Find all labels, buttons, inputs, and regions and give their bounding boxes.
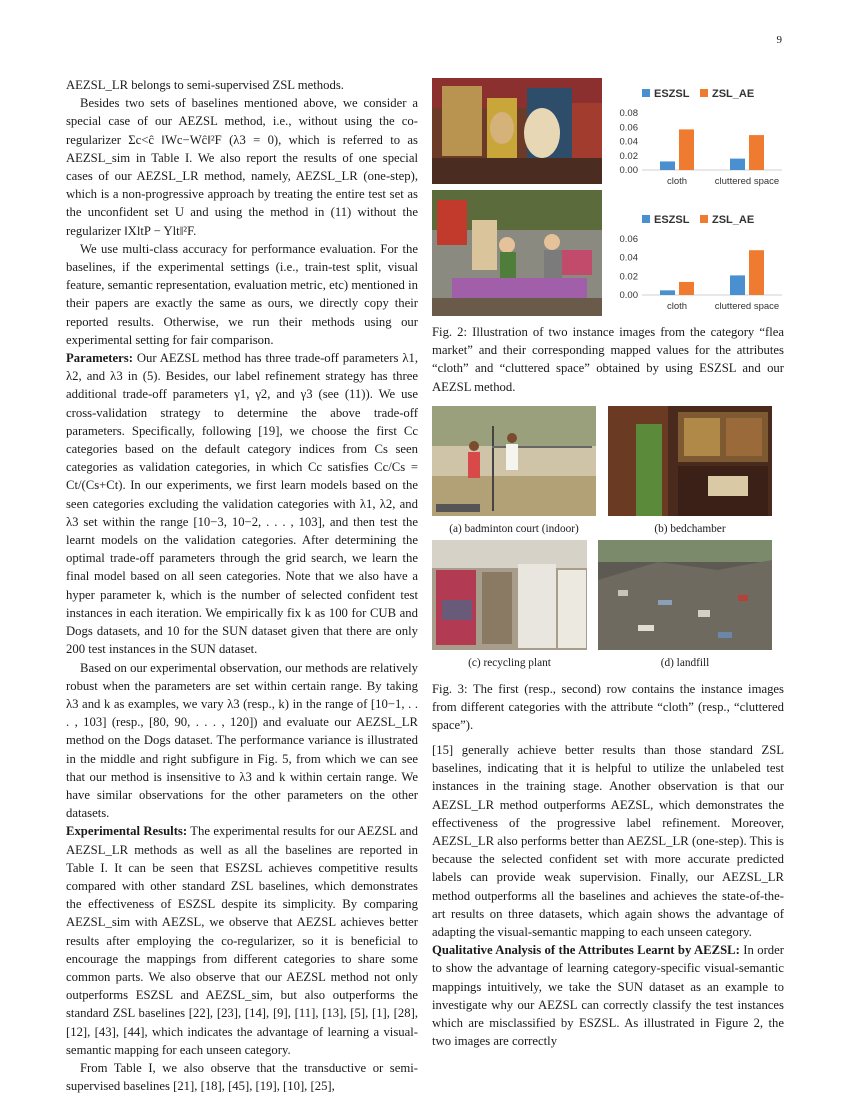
badminton-court-image: [432, 406, 596, 516]
para-intro: AEZSL_LR belongs to semi-supervised ZSL methods.: [66, 78, 344, 92]
para-robustness: Based on our experimental observation, our methods are relatively robust when the parameters are set within certain range. By taking λ3 and k as examples, we vary λ3 (resp., k) in the range of [10−1, . . . , 103] (resp., [80, 90, . . . , 120]) and evaluate our AEZSL_LR method on the Dogs dataset. The performance variance is illustrated in the middle and right subfigure in Fig. 5, from which we can see that our method is insensitive to λ3 and k within certain range. We have similar observations for the other parameters on the other datasets.: [66, 660, 418, 821]
bar-eszsl-1: [730, 159, 745, 170]
xtick-label-1: cluttered space: [714, 176, 780, 187]
legend-swatch-0: [642, 89, 650, 97]
ytick-label-4: 0.08: [619, 108, 638, 119]
ytick-label-3: 0.06: [619, 122, 638, 134]
fig3-sub-b: (b) bedchamber: [654, 523, 726, 535]
ytick-label-2: 0.04: [619, 136, 638, 148]
xtick-label-1: cluttered space: [714, 301, 780, 312]
xtick-label-0: cloth: [666, 301, 688, 312]
flea-market-image-2: [432, 190, 602, 316]
ytick-label-0: 0.00: [619, 165, 638, 176]
para-evaluation: We use multi-class accuracy for performance evaluation. For the baselines, if the experimental settings (i.e., train-test split, visual feature, semantic representation, evaluation metric, etc) mentioned in their papers are exactly the same as ours, we directly copy their reported results. Otherwise, we run their methods using our experimental setting for fair comparison.: [66, 241, 418, 347]
fig2-chart-top: [606, 84, 786, 194]
ytick-label-0: 0.00: [619, 290, 638, 301]
fig3-sub-d: (d) landfill: [660, 657, 710, 669]
legend-swatch-1: [700, 215, 708, 223]
text-parameters: Our AEZSL method has three trade-off parameters λ1, λ2, and λ3 in (5). Besides, our label refinement strategy has three additional trade-off parameters γ1, γ2, and γ3 (see (11)). We use cross-validation strategy to determine the above trade-off parameters. Specifically, following [19], we choose the first Cc categories based on the default category indices from Cs seen categories as validation categories, in which Cc satisfies Cc/Cs = Ct/(Cs+Ct). In our experiments, we first learn models based on the seen categories excluding the validation categories with λ1, λ2, and λ3 set within the range [10−3, 10−2, . . . , 103], and then test the learnt models on the validation categories. After determining the optimal trade-off parameters through the grid search, we learn the final model based on all seen categories. Note that we also have a hyper parameter k, which is the number of selected confident test instances in each iteration. We empirically fix k as 100 for CUB and Dogs datasets, and 10 for the SUN dataset given that there are only 200 test instances in the SUN dataset.: [66, 351, 418, 657]
ytick-label-1: 0.02: [619, 150, 638, 162]
fig3-photo-c: [432, 540, 587, 650]
fig2-chart-bottom: [606, 210, 786, 318]
chart1-legend: [642, 88, 754, 100]
fig2-photo-top: [432, 78, 602, 184]
chart2-legend: [642, 214, 754, 226]
heading-results: Experimental Results:: [66, 824, 188, 839]
bar-eszsl-0: [660, 161, 675, 170]
legend-label-1: ZSL_AE: [712, 214, 755, 226]
bar-zsl_ae-1: [749, 135, 764, 170]
text-results: The experimental results for our AEZSL and AEZSL_LR methods as well as all the baselines are reported in Table I. It can be seen that ESZSL achieves competitive results compared with other standard ZSL baselines, which demonstrates the effectiveness of ESZSL despite its simplicity. By comparing AEZSL_sim with AEZSL, we observe that AEZSL achieves better results after employing the co-regularizer, so it is beneficial to encourage the mappings from different categories to share some common parts. We also observe that our AEZSL method not only outperforms ESZSL and AEZSL_sim, but also outperforms the standard ZSL baselines [22], [23], [14], [9], [11], [13], [5], [1], [28], [12], [43], [44], which indicates the advantage of learning a visual-semantic mapping for each unseen category.: [66, 824, 418, 1057]
heading-qualitative: Qualitative Analysis of the Attributes Learnt by AEZSL:: [432, 943, 740, 958]
fig3-caption: Fig. 3: The first (resp., second) row contains the instance images from different categories with the attribute “cloth” (resp., “cluttered space”).: [432, 682, 784, 733]
recycling-plant-image: [432, 540, 587, 650]
ytick-label-1: 0.02: [619, 271, 638, 283]
fig3-photo-d: [598, 540, 772, 650]
legend-swatch-1: [700, 89, 708, 97]
bedchamber-image: [608, 406, 772, 516]
bar-eszsl-0: [660, 290, 675, 295]
fig2-photo-bottom: [432, 190, 602, 316]
legend-swatch-0: [642, 215, 650, 223]
landfill-image: [598, 540, 772, 650]
legend-label-1: ZSL_AE: [712, 88, 755, 100]
left-column: [66, 76, 418, 1095]
bar-zsl_ae-1: [749, 250, 764, 295]
legend-label-0: ESZSL: [654, 214, 690, 226]
para-table-obs: From Table I, we also observe that the transductive or semi-supervised baselines [21], [18], [45], [19], [10], [25],: [66, 1060, 418, 1094]
para-results: [66, 822, 418, 1059]
ytick-label-2: 0.04: [619, 252, 638, 264]
ytick-label-3: 0.06: [619, 234, 638, 245]
fig3-photo-a: [432, 406, 596, 516]
bar-zsl_ae-0: [679, 129, 694, 170]
para-transductive: [15] generally achieve better results than those standard ZSL baselines, indicating that it is helpful to utilize the unlabeled test instances in the training stage. Another observation is that our AEZSL_LR method outperforms AEZSL, which demonstrates the effectiveness of the progressive label refinement. Moreover, AEZSL_LR also performs better than AEZSL_LR (one-step). This is because the selected confident set with more accurate predicted labels can provide weak supervision. Finally, our AEZSL_LR method outperforms all the baselines and achieves the state-of-the-art results on three datasets, which again shows the advantage of adapting the visual-semantic mapping to each unseen category.: [432, 743, 784, 940]
bar-eszsl-1: [730, 275, 745, 295]
legend-label-0: ESZSL: [654, 88, 690, 100]
para-qualitative: [432, 941, 784, 1050]
fig3-sub-c: (c) recycling plant: [468, 657, 551, 669]
fig3-sub-a: (a) badminton court (indoor): [449, 523, 579, 535]
bar-zsl_ae-0: [679, 282, 694, 295]
para-parameters: [66, 349, 418, 658]
fig3-photo-b: [608, 406, 772, 516]
right-column: [432, 741, 784, 1050]
xtick-label-0: cloth: [666, 176, 688, 187]
fig2-caption: Fig. 2: Illustration of two instance images from the category “flea market” and their corresponding mapped values for the attributes “cloth” and “cluttered space” obtained by using ESZSL and our AEZSL method.: [432, 325, 784, 394]
text-qualitative: In order to show the advantage of learning category-specific visual-semantic mappings intuitively, we take the SUN dataset as an example to investigate why our AEZSL can correctly classify the test instances which are misclassified by ESZSL. As illustrated in Figure 2, the two images are correctly: [432, 943, 784, 1049]
para-baselines: Besides two sets of baselines mentioned above, we consider a special case of our AEZSL method, i.e., without using the co-regularizer Σc<ĉ ‖Wc−Wĉ‖²F (λ3 = 0), which is referred to as AEZSL_sim in Table I. We also report the results of one special cases of our AEZSL_LR method, namely, AEZSL_LR (one-step), which is a non-progressive approach by treating the entire test set as the unconfident set U and using the method in (11) without the regularizer ‖XltP − Ylt‖²F.: [66, 96, 418, 238]
flea-market-image-1: [432, 78, 602, 184]
heading-parameters: Parameters:: [66, 351, 133, 366]
page-number: 9: [776, 34, 782, 46]
